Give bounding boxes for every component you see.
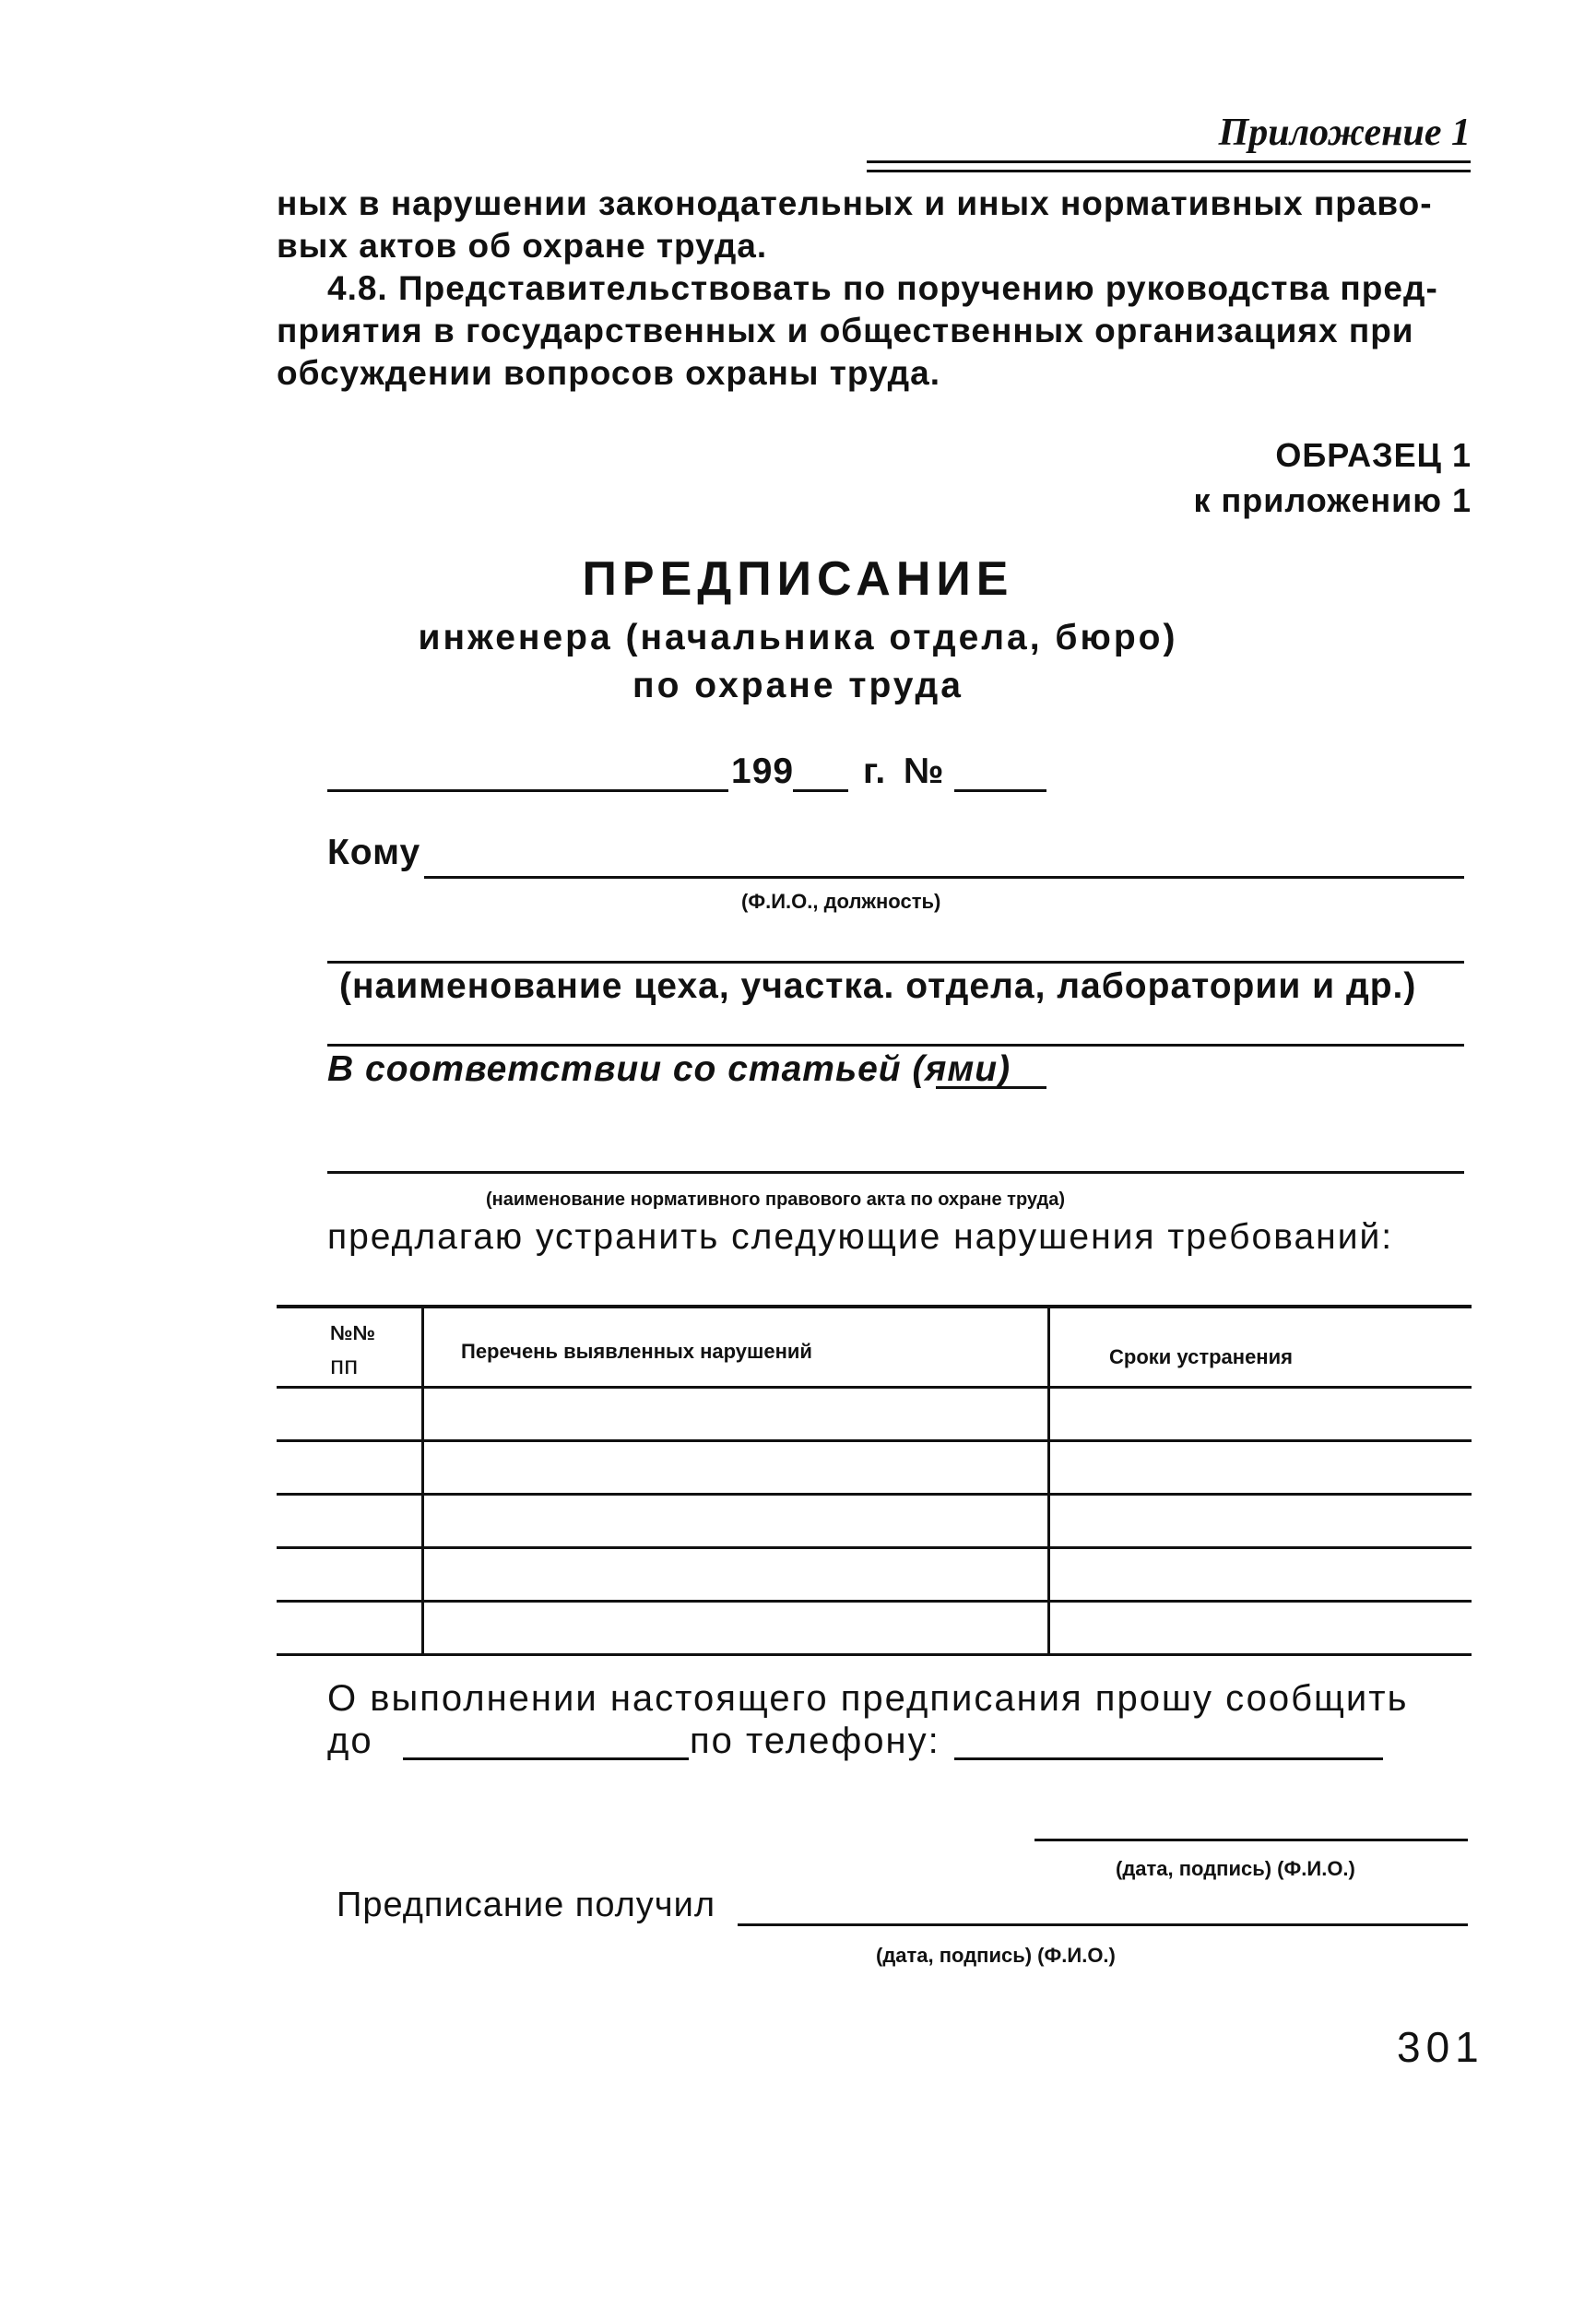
table-border-bottom <box>277 1653 1472 1656</box>
date-year-prefix: 199 <box>731 751 795 791</box>
table-border-top <box>277 1305 1472 1308</box>
table-col-divider <box>1047 1305 1050 1655</box>
table-row-divider <box>277 1493 1472 1496</box>
appendix-title: Приложение 1 <box>1218 112 1471 154</box>
department-caption: (наименование цеха, участка. отдела, лаборатории и др.) <box>339 966 1417 1006</box>
receiver-caption: (дата, подпись) (Ф.И.О.) <box>876 1944 1116 1967</box>
act-caption: (наименование нормативного правового акта по охране труда) <box>486 1189 1066 1210</box>
body-line: приятия в государственных и общественных организациях при <box>277 312 1414 349</box>
document-title: ПРЕДПИСАНИЕ <box>582 552 1014 606</box>
date-underline <box>327 789 728 792</box>
table-row-divider <box>277 1546 1472 1549</box>
header-violations: Перечень выявленных нарушений <box>461 1340 812 1363</box>
year-underline <box>793 789 848 792</box>
to-label: Кому <box>327 833 421 872</box>
header-num-line1: №№ <box>330 1321 376 1344</box>
number-sign: № <box>904 751 945 791</box>
report-phone-field[interactable] <box>954 1757 1383 1760</box>
body-line: ных в нарушении законодательных и иных нормативных право- <box>277 184 1433 222</box>
page-number: 301 <box>1397 2023 1484 2071</box>
body-line: 4.8. Представительствовать по поручению руководства пред- <box>327 269 1438 307</box>
violations-table <box>277 1305 1472 1669</box>
department-field-2[interactable] <box>327 1044 1464 1047</box>
article-label: В соответствии со статьей (ями) <box>327 1049 1011 1089</box>
table-col-divider <box>421 1305 424 1655</box>
article-field[interactable] <box>936 1086 1046 1089</box>
document-subtitle: инженера (начальника отдела, бюро) <box>418 618 1178 657</box>
header-deadline: Сроки устранения <box>1109 1345 1293 1368</box>
number-underline <box>954 789 1046 792</box>
report-date-field[interactable] <box>403 1757 689 1760</box>
sample-label: ОБРАЗЕЦ 1 <box>1275 436 1472 474</box>
report-until-label: до <box>327 1721 373 1761</box>
propose-text: предлагаю устранить следующие нарушения требований: <box>327 1217 1394 1257</box>
document-subtitle-2: по охране труда <box>632 666 964 705</box>
report-phone-label: по телефону: <box>690 1721 940 1761</box>
received-label: Предписание получил <box>337 1886 716 1924</box>
receiver-signature-field[interactable] <box>738 1923 1468 1926</box>
date-year-suffix: г. <box>863 751 887 791</box>
header-rule-bottom <box>867 170 1471 172</box>
table-header-divider <box>277 1386 1472 1389</box>
act-field[interactable] <box>327 1171 1464 1174</box>
table-row-divider <box>277 1600 1472 1603</box>
table-row-divider <box>277 1439 1472 1442</box>
to-caption: (Ф.И.О., должность) <box>741 890 941 913</box>
header-rule-top <box>867 160 1471 163</box>
report-text: О выполнении настоящего предписания прошу сообщить <box>327 1678 1409 1719</box>
header-num-line2: пп <box>330 1351 359 1379</box>
to-field[interactable] <box>424 876 1464 879</box>
sample-sublabel: к приложению 1 <box>1193 481 1472 519</box>
department-field[interactable] <box>327 961 1464 964</box>
issuer-signature-field[interactable] <box>1034 1839 1468 1841</box>
body-line: вых актов об охране труда. <box>277 227 768 265</box>
issuer-caption: (дата, подпись) (Ф.И.О.) <box>1116 1857 1355 1880</box>
body-line: обсуждении вопросов охраны труда. <box>277 354 941 392</box>
